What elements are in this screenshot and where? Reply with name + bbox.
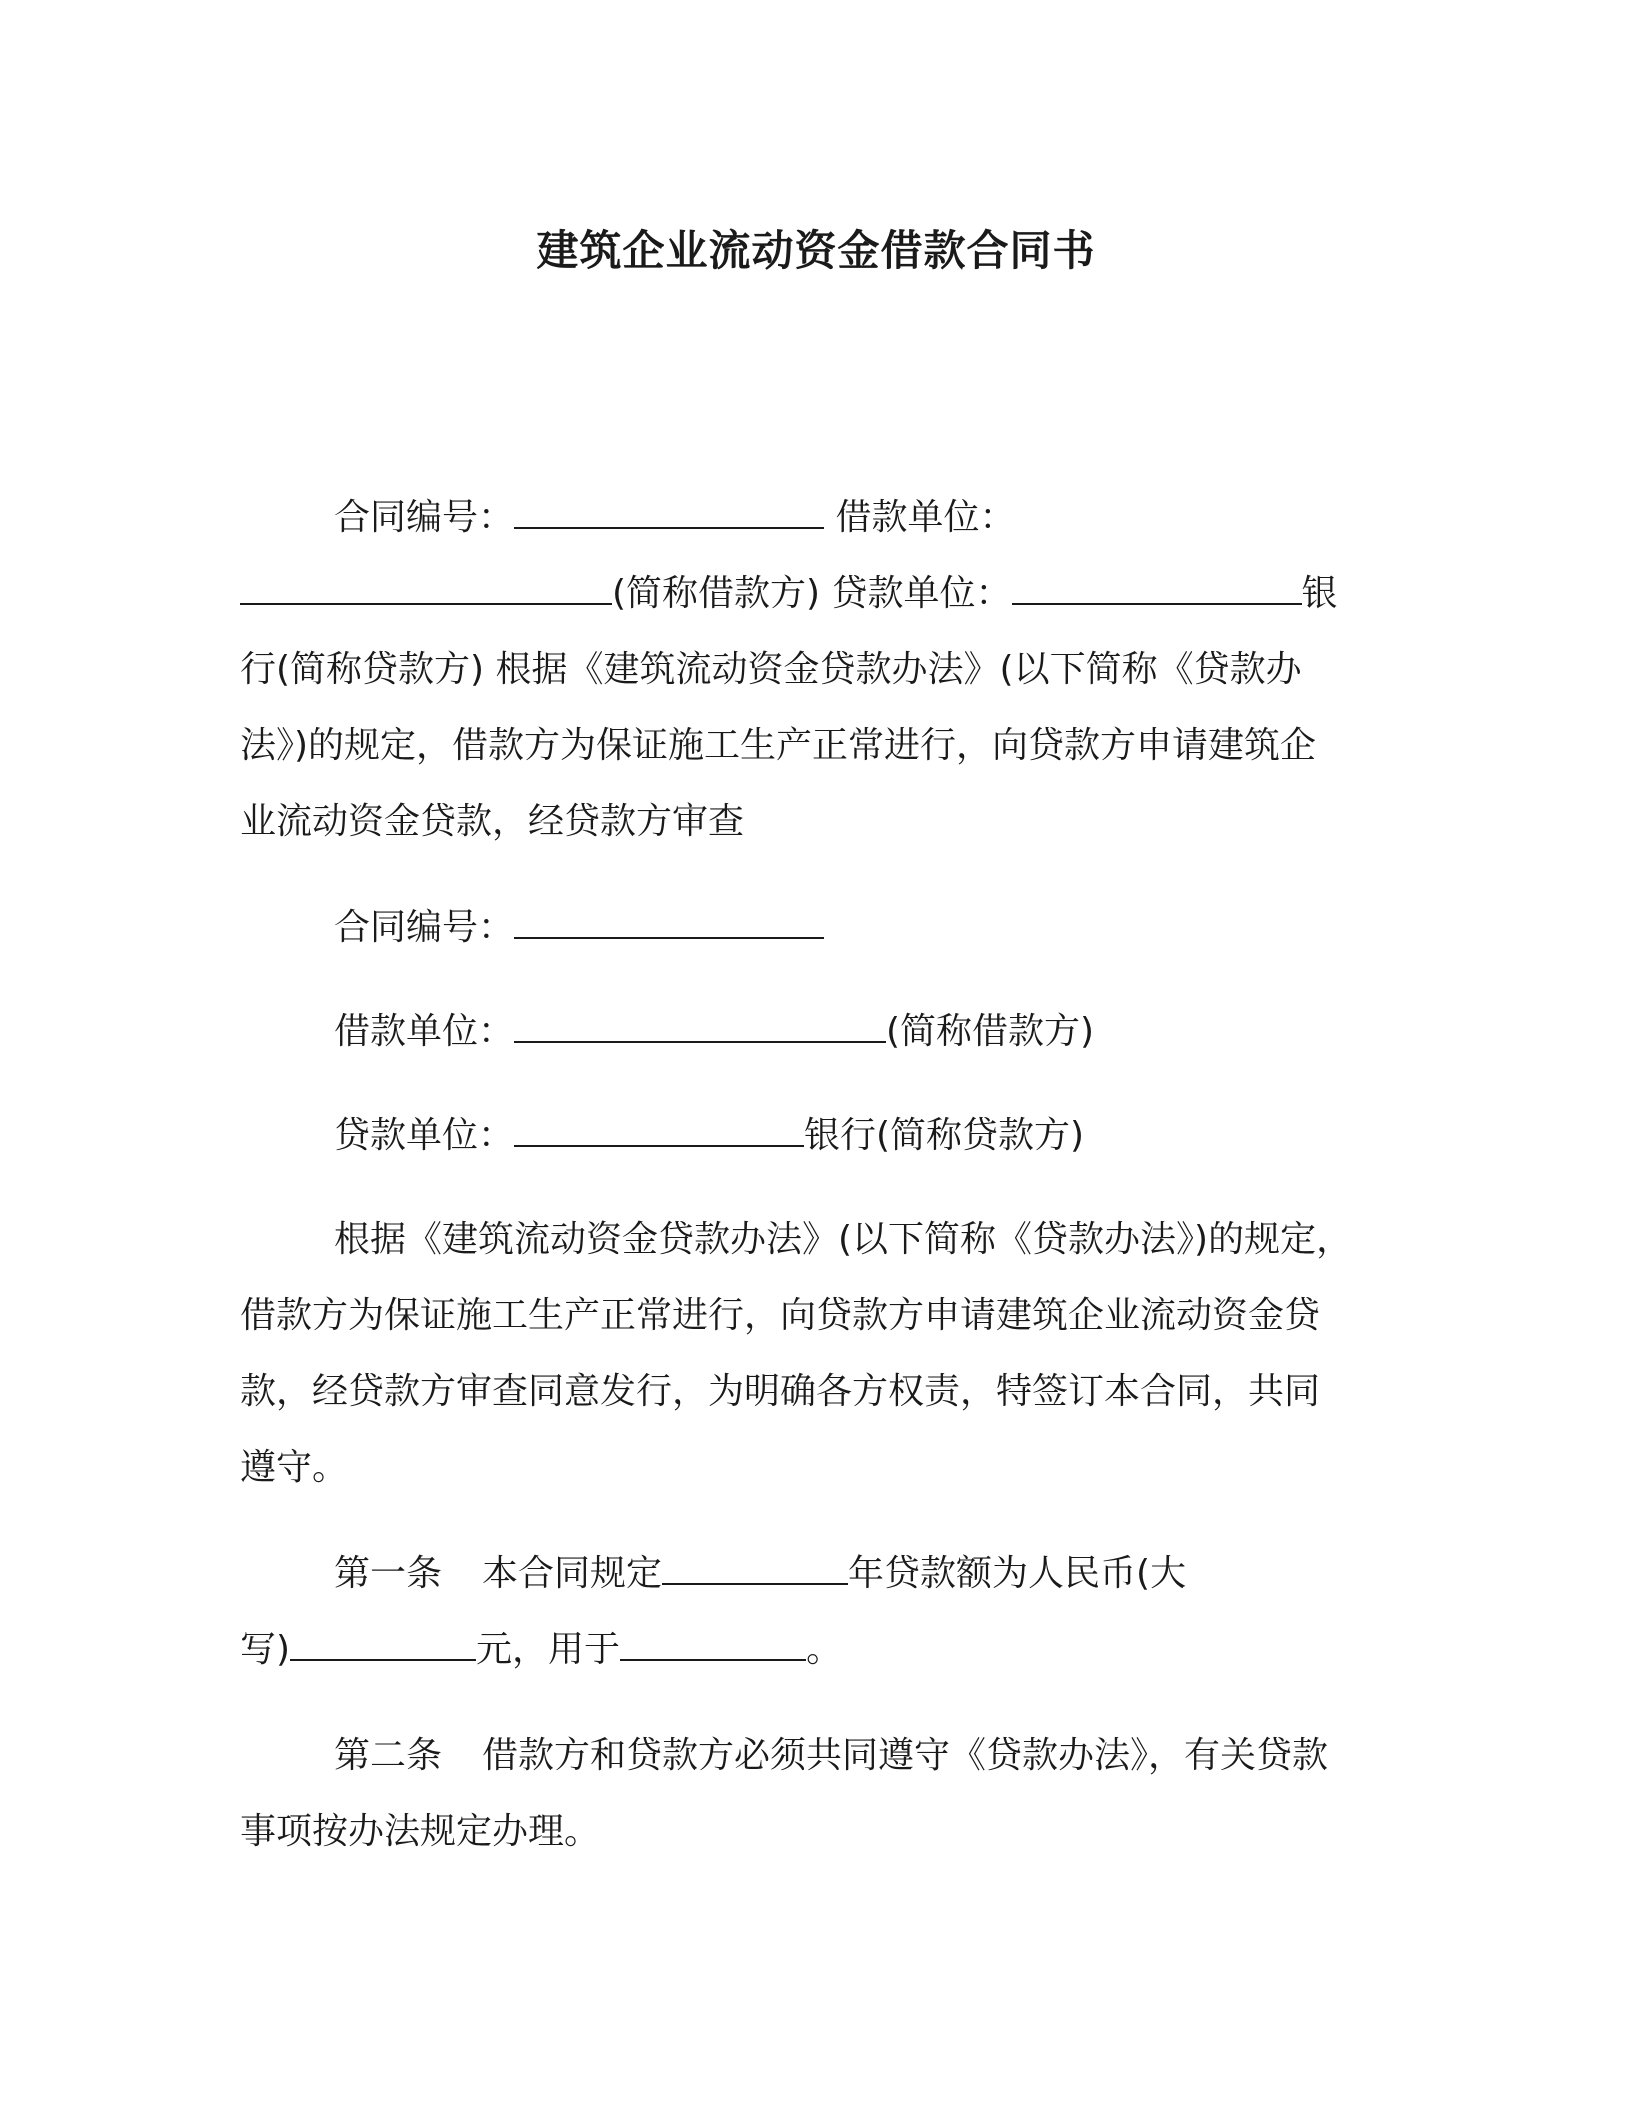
article-2-line-2: 事项按办法规定办理。	[240, 1811, 601, 1852]
borrower-field-label: 借款单位：	[334, 1011, 515, 1052]
intro-line-1	[334, 496, 1015, 540]
borrower-field-blank[interactable]	[514, 1011, 886, 1043]
article-1-text-b: 年贷款额为人民币(大	[848, 1553, 1187, 1594]
lender-field-label: 贷款单位：	[334, 1115, 515, 1156]
article-1-line-1	[334, 1552, 1186, 1596]
article-2-text-a: 借款方和贷款方必须共同遵守《贷款办法》，有关贷款	[482, 1735, 1329, 1776]
basis-line-1: 根据《建筑流动资金贷款办法》(以下简称《贷款办法》)的规定，	[334, 1219, 1353, 1260]
bank-text: 银	[1301, 573, 1338, 614]
article-1-line-2	[240, 1628, 842, 1672]
contract-no-blank[interactable]	[514, 497, 824, 529]
contract-no-row	[334, 906, 824, 950]
article-1-purpose-blank[interactable]	[620, 1629, 806, 1661]
document-title: 建筑企业流动资金借款合同书	[536, 226, 1096, 275]
article-1-amount-blank[interactable]	[290, 1629, 476, 1661]
borrower-name-blank[interactable]	[240, 573, 612, 605]
lender-field-blank[interactable]	[514, 1115, 804, 1147]
contract-no-field-label: 合同编号：	[334, 907, 515, 948]
borrower-abbrev-lender-label: (简称借款方) 贷款单位：	[612, 573, 1012, 614]
basis-line-3: 款，经贷款方审查同意发行，为明确各方权责，特签订本合同，共同	[240, 1371, 1321, 1412]
borrower-label: 借款单位：	[824, 497, 1016, 538]
basis-line-4: 遵守。	[240, 1447, 349, 1488]
basis-line-2: 借款方为保证施工生产正常进行，向贷款方申请建筑企业流动资金贷	[240, 1295, 1321, 1336]
article-1-text-e: 。	[806, 1629, 843, 1670]
article-2-line-1	[334, 1734, 1328, 1778]
article-2-label: 第二条	[334, 1735, 443, 1776]
article-1-year-blank[interactable]	[662, 1553, 848, 1585]
intro-line-5: 业流动资金贷款，经贷款方审查	[240, 801, 745, 842]
borrower-row	[334, 1010, 1094, 1054]
intro-line-2	[240, 572, 1338, 616]
intro-line-4: 法》)的规定，借款方为保证施工生产正常进行，向贷款方申请建筑企	[240, 725, 1317, 766]
contract-no-label: 合同编号：	[334, 497, 515, 538]
article-1-label: 第一条	[334, 1553, 443, 1594]
article-1-text-a: 本合同规定	[482, 1553, 663, 1594]
contract-no-field-blank[interactable]	[514, 907, 824, 939]
lender-suffix: 银行(简称贷款方)	[804, 1115, 1085, 1156]
lender-row	[334, 1114, 1084, 1158]
article-1-text-d: 元，用于	[476, 1629, 621, 1670]
article-1-text-c: 写)	[240, 1629, 291, 1670]
borrower-suffix: (简称借款方)	[886, 1011, 1095, 1052]
lender-name-blank[interactable]	[1012, 573, 1302, 605]
intro-line-3: 行(简称贷款方) 根据《建筑流动资金贷款办法》(以下简称《贷款办	[240, 649, 1302, 690]
